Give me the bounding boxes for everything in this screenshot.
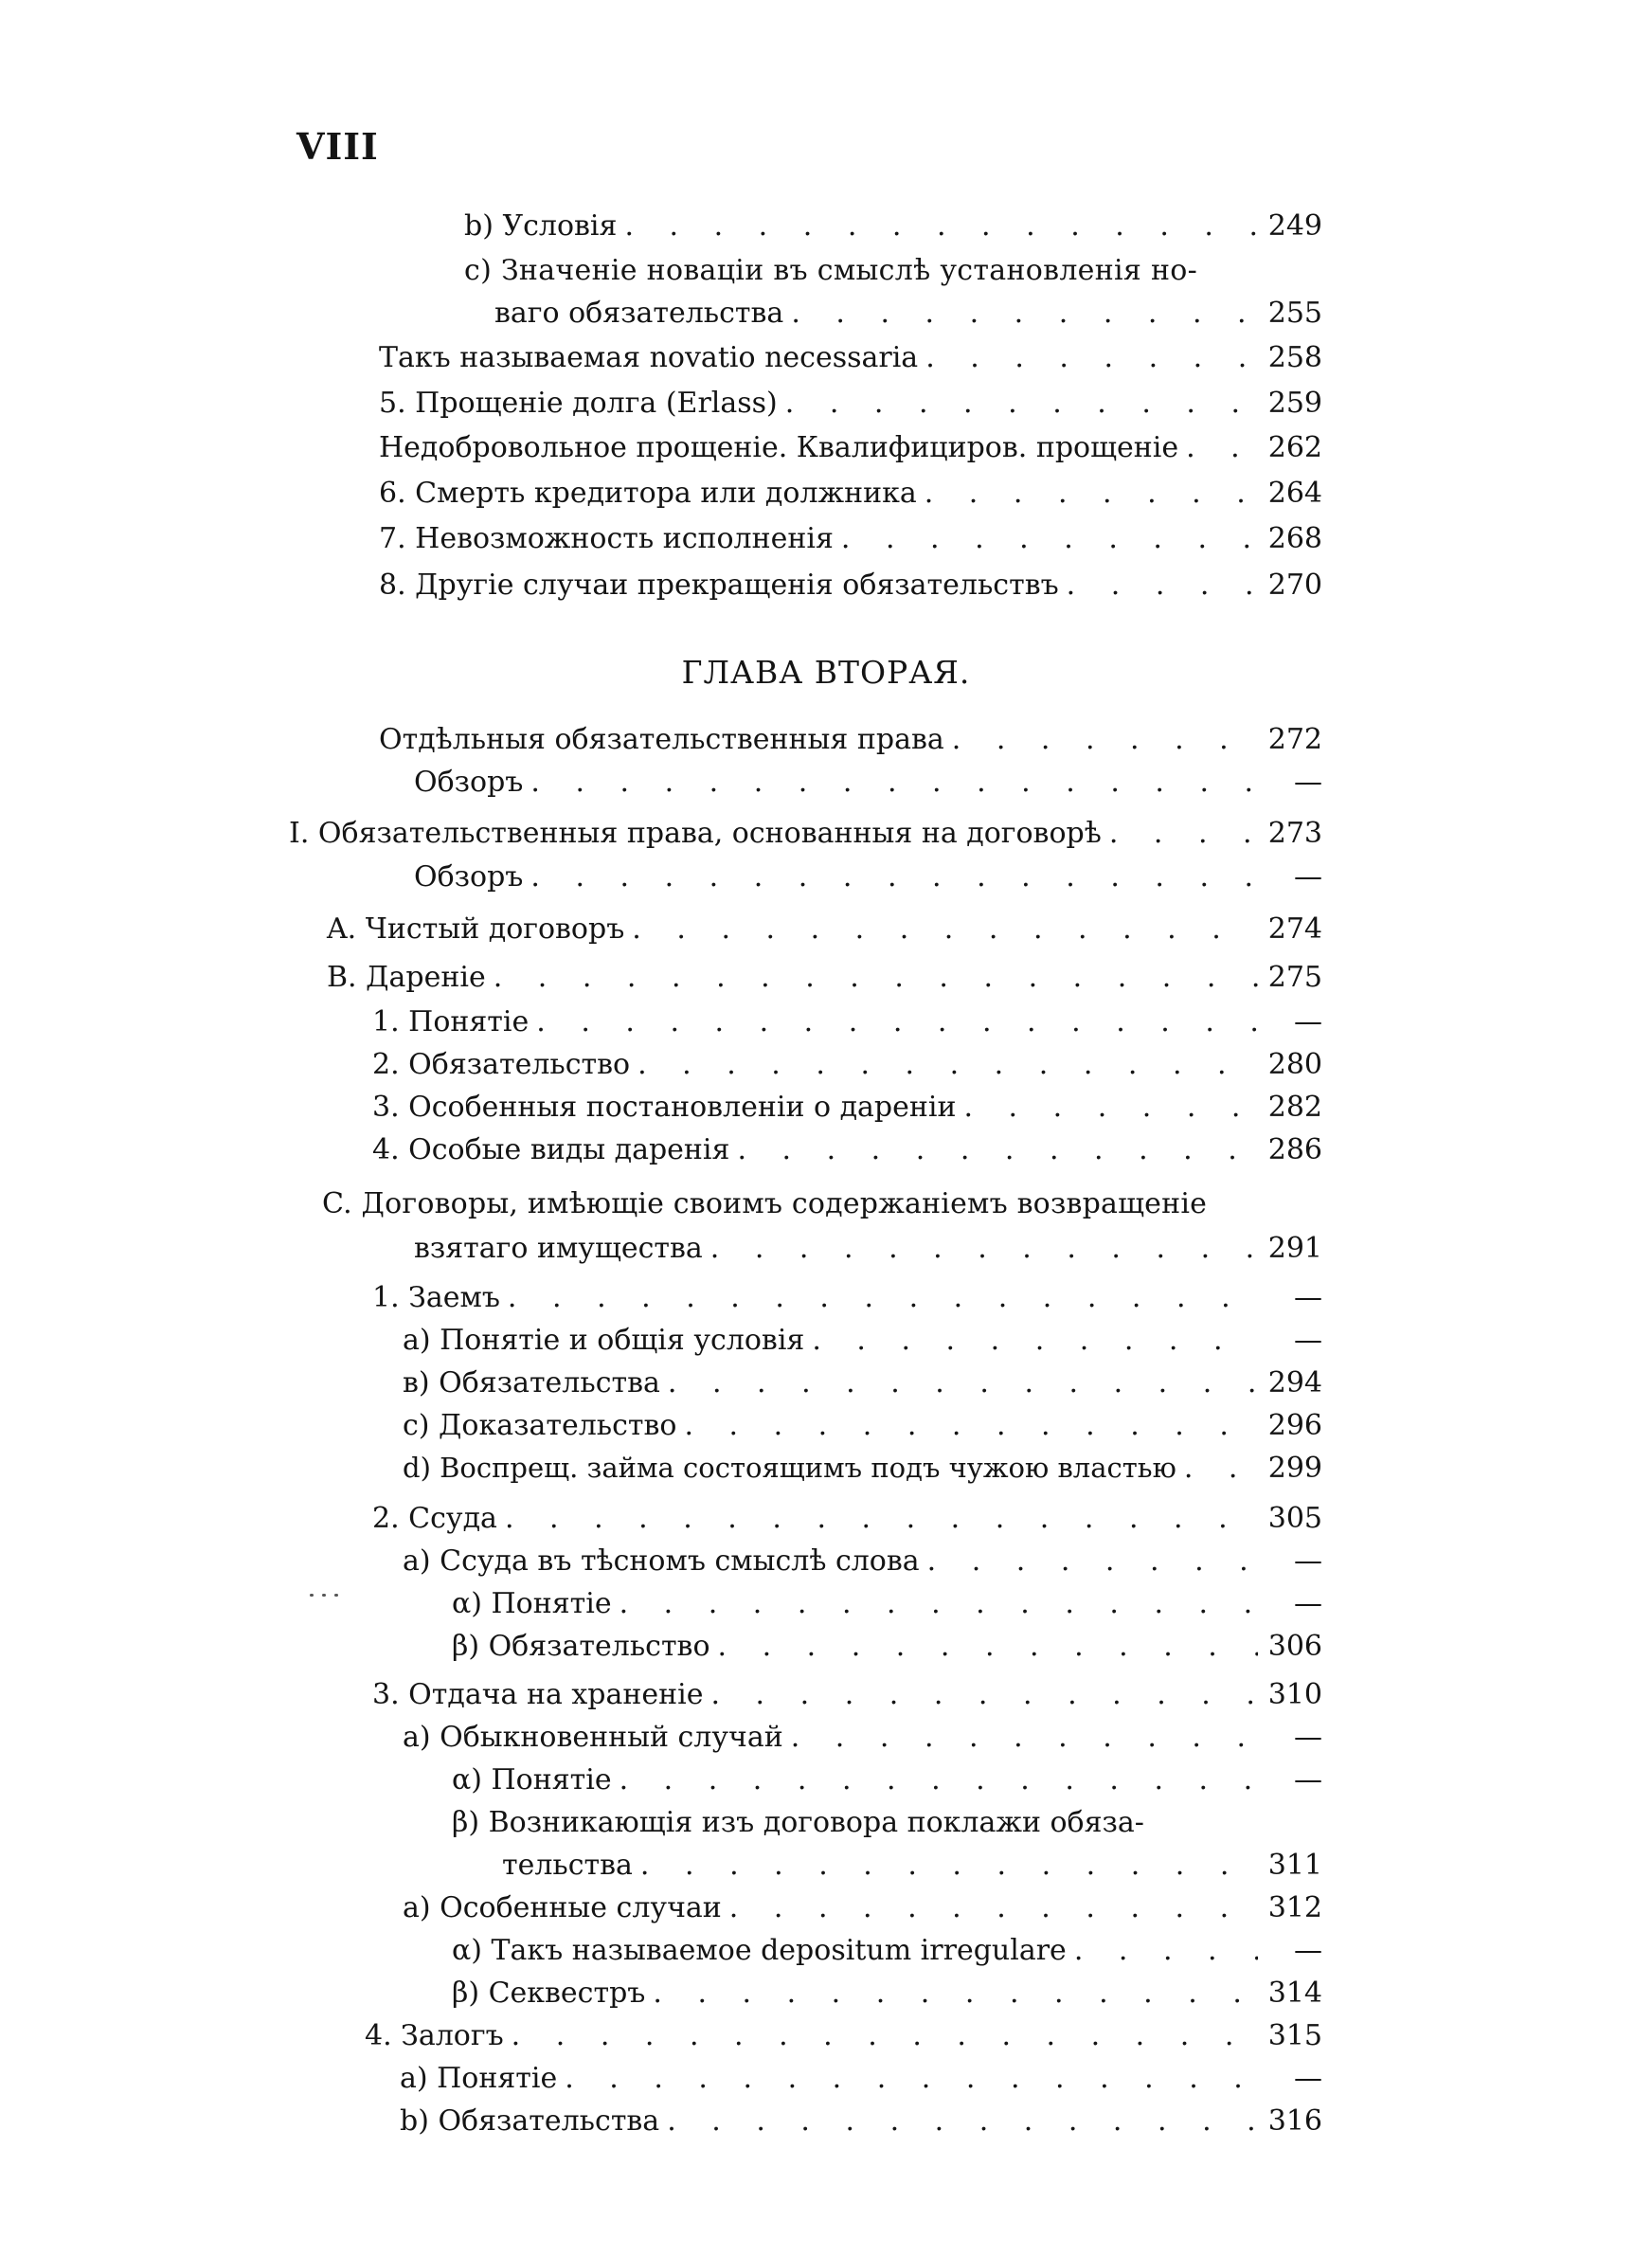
toc-entry [403,1366,1322,1399]
toc-entry [414,766,1322,799]
toc-entry-page: 291 [1267,1232,1322,1265]
toc-entry [403,1452,1322,1485]
toc-entry [464,209,1322,243]
page-number-roman: VIII [296,125,379,168]
toc-entry [403,1324,1322,1357]
toc-entry [452,1587,1322,1620]
leader-dots [684,1409,1258,1442]
toc-entry-label: Обзоръ [414,766,524,799]
leader-dots [791,297,1258,330]
toc-entry [372,1281,1322,1314]
toc-entry-label: β) Возникающія изъ договора поклажи обяза- [452,1806,1144,1839]
toc-entry-label: тельства [502,1849,633,1882]
toc-entry [452,1977,1322,2010]
toc-entry [403,1891,1322,1924]
toc-entry-page: 286 [1267,1133,1322,1166]
leader-dots [737,1133,1258,1166]
toc-entry [379,341,1322,374]
toc-entry [379,431,1322,464]
toc-entry-label: 2. Обязательство [372,1048,631,1081]
toc-entry-page: — [1294,1324,1322,1357]
toc-entry-page: — [1294,1721,1322,1754]
toc-entry [372,1048,1322,1081]
toc-entry-page: 273 [1267,817,1322,850]
toc-entry-page: — [1294,1587,1322,1620]
toc-entry-label: α) Понятіе [452,1763,612,1797]
toc-entry-label: 4. Особые виды даренія [372,1133,730,1166]
toc-entry [403,1721,1322,1754]
toc-entry [379,387,1322,420]
leader-dots [508,1281,1258,1314]
toc-entry-page: — [1294,1281,1322,1314]
toc-entry-page: 272 [1267,723,1322,756]
toc-entry-page: — [1294,860,1322,894]
toc-entry-label: 6. Смерть кредитора или должника [379,477,917,510]
toc-entry-page: 262 [1267,431,1322,464]
toc-entry-page: 249 [1267,209,1322,243]
toc-entry [372,1678,1322,1711]
leader-dots [1074,1934,1258,1967]
leader-dots [637,1048,1258,1081]
toc-entry [327,961,1322,994]
leader-dots [624,209,1258,243]
toc-entry-label: a) Ссуда въ тѣсномъ смыслѣ слова [403,1544,920,1578]
toc-entry [372,1133,1322,1166]
leader-dots [729,1891,1258,1924]
toc-entry-label: Такъ называемая novatio necessaria [379,341,919,374]
leader-dots [494,961,1258,994]
toc-entry [372,1091,1322,1124]
toc-entry-page: 268 [1267,522,1322,555]
toc-entry-label: d) Воспрещ. займа состоящимъ подъ чужою властью [403,1452,1176,1484]
leader-dots [505,1502,1258,1535]
toc-entry [400,2104,1322,2138]
leader-dots [952,723,1258,756]
toc-entry-page: 314 [1267,1977,1322,2010]
toc-entry [379,569,1322,602]
toc-entry-label: b) Условія [464,209,618,243]
toc-entry-label: c) Значеніе новаціи въ смыслѣ установленія но- [464,254,1198,287]
leader-dots [710,1232,1258,1265]
toc-entry [379,477,1322,510]
toc-entry [452,1934,1322,1967]
toc-entry [365,2019,1322,2052]
leader-dots [530,766,1258,799]
toc-entry-label: 3. Отдача на храненіе [372,1678,704,1711]
toc-entry [289,817,1322,850]
toc-entry-page: 258 [1267,341,1322,374]
toc-entry [379,723,1322,756]
toc-entry [403,1409,1322,1442]
toc-entry-label: α) Такъ называемое depositum irregulare [452,1934,1067,1967]
toc-entry [452,1630,1322,1663]
toc-entry-page: 270 [1267,569,1322,602]
toc-entry-label: 8. Другіе случаи прекращенія обязательствъ [379,569,1059,602]
leader-dots [1109,817,1258,850]
leader-dots [927,1544,1258,1578]
toc-entry-label: a) Понятіе и общія условія [403,1324,805,1357]
toc-entry-label: в) Обязательства [403,1366,660,1399]
toc-entry-label: β) Обязательство [452,1630,710,1663]
toc-entry [379,522,1322,555]
toc-entry-label: 7. Невозможность исполненія [379,522,834,555]
toc-entry-label: B. Дареніе [327,961,486,994]
toc-entry-page: 259 [1267,387,1322,420]
toc-entry-page: 264 [1267,477,1322,510]
toc-entry-label: Обзоръ [414,860,524,894]
toc-entry-label: a) Особенные случаи [403,1891,722,1924]
leader-dots [620,1587,1258,1620]
toc-entry-label: Отдѣльныя обязательственныя права [379,723,944,756]
leader-dots [925,341,1258,374]
toc-entry-page: — [1294,2062,1322,2095]
leader-dots [632,912,1258,946]
toc-entry-label: b) Обязательства [400,2104,660,2138]
ink-smudge [310,1582,355,1588]
toc-entry-page: 306 [1267,1630,1322,1663]
toc-entry-label: α) Понятіе [452,1587,612,1620]
toc-entry-label: Недобровольное прощеніе. Квалифициров. прощеніе [379,431,1179,464]
toc-entry [414,860,1322,894]
leader-dots [620,1763,1258,1797]
toc-entry-label: 4. Залогъ [365,2019,504,2052]
leader-dots [667,2104,1258,2138]
leader-dots [718,1630,1258,1663]
toc-entry-page: 311 [1267,1849,1322,1882]
toc-entry-label: c) Доказательство [403,1409,677,1442]
leader-dots [640,1849,1258,1882]
toc-entry-page: 280 [1267,1048,1322,1081]
toc-entry [372,1502,1322,1535]
toc-entry [494,297,1322,330]
toc-entry-label: A. Чистый договоръ [327,912,625,946]
toc-entry-label: C. Договоры, имѣющіе своимъ содержаніемъ возвращеніе [322,1187,1208,1220]
toc-entry-label: ваго обязательства [494,297,784,330]
toc-entry-page: — [1294,1934,1322,1967]
leader-dots [925,477,1258,510]
toc-entry-page: — [1294,766,1322,799]
toc-entry-label: 1. Заемъ [372,1281,500,1314]
leader-dots [653,1977,1258,2010]
toc-entry-label: 3. Особенныя постановленіи о дареніи [372,1091,957,1124]
toc-entry [414,1232,1322,1265]
toc-entry-label: a) Обыкновенный случай [403,1721,783,1754]
toc-entry [372,1005,1322,1038]
toc-entry [452,1763,1322,1797]
toc-entry-page: 294 [1267,1366,1322,1399]
leader-dots [512,2019,1258,2052]
leader-dots [841,522,1258,555]
toc-entry-label: 5. Прощеніе долга (Erlass) [379,387,778,420]
leader-dots [791,1721,1258,1754]
toc-entry-page: 275 [1267,961,1322,994]
toc-entry-page: 274 [1267,912,1322,946]
toc-entry-label: β) Секвестръ [452,1977,646,2010]
toc-entry-page: 299 [1267,1452,1322,1485]
leader-dots [668,1366,1258,1399]
toc-entry-page: 310 [1267,1678,1322,1711]
toc-entry-page: 296 [1267,1409,1322,1442]
toc-entry-label: 2. Ссуда [372,1502,497,1535]
leader-dots [963,1091,1258,1124]
chapter-heading: ГЛАВА ВТОРАЯ. [681,654,971,691]
toc-entry [502,1849,1322,1882]
toc-entry-label: I. Обязательственныя права, основанныя на договорѣ [289,817,1102,850]
toc-entry [400,2062,1322,2095]
toc-entry-label: взятаго имущества [414,1232,703,1265]
toc-entry [327,912,1322,946]
leader-dots [710,1678,1258,1711]
leader-dots [1186,431,1258,464]
toc-entry-page: — [1294,1763,1322,1797]
toc-entry [403,1544,1322,1578]
toc-entry-label: a) Понятіе [400,2062,558,2095]
toc-entry-page: 312 [1267,1891,1322,1924]
toc-entry-page: 255 [1267,297,1322,330]
leader-dots [812,1324,1258,1357]
leader-dots [565,2062,1258,2095]
toc-entry-page: 315 [1267,2019,1322,2052]
toc-entry-page: 316 [1267,2104,1322,2138]
leader-dots [1184,1452,1258,1485]
leader-dots [1067,569,1258,602]
leader-dots [536,1005,1258,1038]
toc-entry-page: 282 [1267,1091,1322,1124]
toc-entry-page: — [1294,1544,1322,1578]
toc-entry-page: — [1294,1005,1322,1038]
leader-dots [530,860,1258,894]
toc-entry-label: 1. Понятіе [372,1005,530,1038]
toc-entry-page: 305 [1267,1502,1322,1535]
leader-dots [785,387,1258,420]
